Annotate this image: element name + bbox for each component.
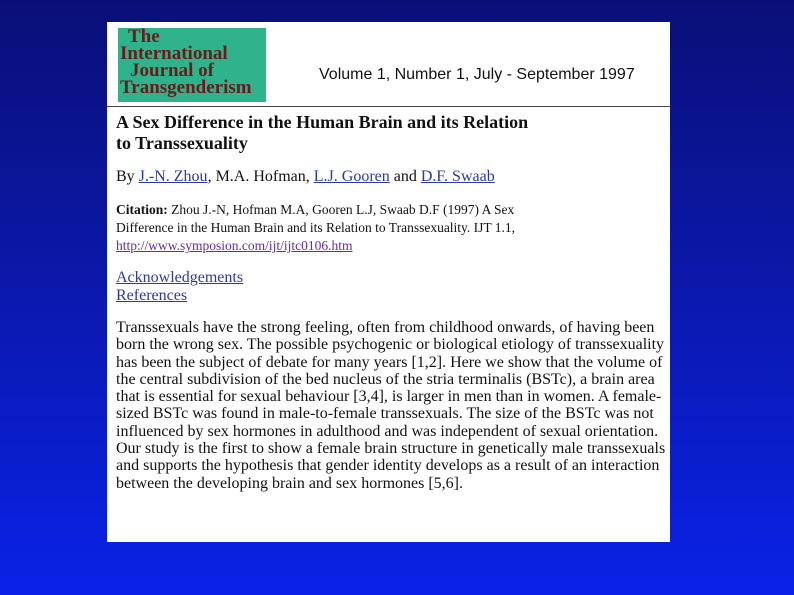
acknowledgements-link[interactable]: Acknowledgements — [116, 269, 244, 286]
by-label: By — [116, 168, 135, 185]
title-line: to Transsexuality — [116, 133, 248, 153]
author-link-swaab[interactable]: D.F. Swaab — [420, 168, 495, 185]
article-content — [116, 112, 666, 508]
citation-text: Difference in the Human Brain and its Relation to Transsexuality. IJT 1.1, — [116, 220, 516, 235]
journal-header — [107, 22, 670, 107]
references-link[interactable]: References — [116, 287, 188, 304]
citation-text: Zhou J.-N, Hofman M.A, Gooren L.J, Swaab D.F (1997) A Sex — [167, 202, 515, 217]
section-links — [116, 269, 666, 305]
issue-info: Volume 1, Number 1, July - September 1997 — [319, 66, 635, 83]
author-hofman: M.A. Hofman, — [211, 168, 310, 185]
journal-logo — [118, 28, 266, 102]
logo-line: The — [128, 26, 160, 47]
citation-url-link[interactable]: http://www.symposion.com/ijt/ijtc0106.htm — [116, 238, 353, 253]
citation-label: Citation: — [116, 202, 168, 217]
logo-line: Journal of — [130, 60, 214, 81]
author-link-gooren[interactable]: L.J. Gooren — [313, 168, 390, 185]
byline — [116, 167, 666, 187]
citation — [116, 201, 666, 255]
author-separator: , — [207, 168, 212, 185]
article-title — [116, 112, 666, 154]
article-page — [107, 22, 670, 542]
author-link-zhou[interactable]: J.-N. Zhou — [138, 168, 208, 185]
abstract-text: Transsexuals have the strong feeling, often from childhood onwards, of having been born the wrong sex. The possible psychogenic or biological etiology of transsexuality has been the subject of debate for many years [1,2]. Here we show that the volume of the central subdivision of the bed nucleus of the stria terminalis (BSTc), a brain area that is essential for sexual behaviour [3,4], is larger in men than in women. A female-sized BSTc was found in male-to-female transsexuals. The size of the BSTc was not influenced by sex hormones in adulthood and was independent of sexual orientation. Our study is the first to show a female brain structure in genetically male transsexuals and supports the hypothesis that gender identity develops as a result of an interaction between the developing brain and sex hormones [5,6]. — [116, 319, 666, 492]
title-line: A Sex Difference in the Human Brain and its Relation — [116, 112, 529, 132]
logo-line: Transgenderism — [120, 77, 252, 98]
logo-line: International — [120, 43, 228, 64]
author-and: and — [389, 168, 421, 185]
